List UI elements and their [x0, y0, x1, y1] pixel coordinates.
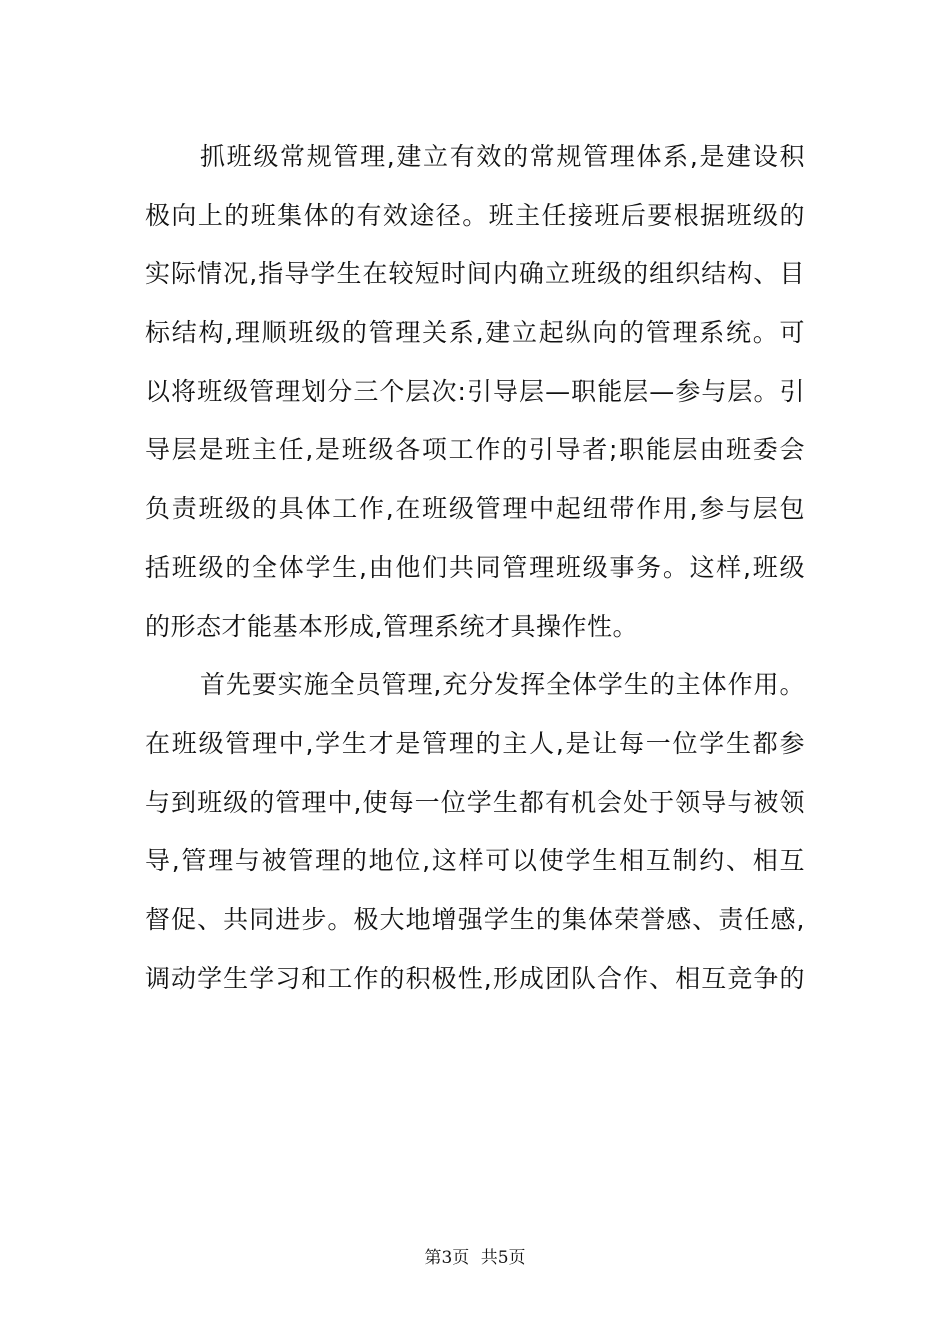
paragraph-1 [145, 128, 805, 656]
paragraph-line: 以将班级管理划分三个层次:引导层—职能层—参与层。引 [145, 376, 805, 406]
total-pages: 共5页 [480, 1248, 526, 1268]
current-page-number: 第3页 [424, 1248, 470, 1268]
paragraph-line: 督促、共同进步。极大地增强学生的集体荣誉感、责任感, [145, 904, 805, 934]
paragraph-line: 的形态才能基本形成,管理系统才具操作性。 [145, 611, 638, 641]
paragraph-2 [145, 656, 805, 1008]
paragraph-line: 抓班级常规管理,建立有效的常规管理体系,是建设积 [200, 142, 805, 171]
paragraph-line: 标结构,理顺班级的管理关系,建立起纵向的管理系统。可 [145, 318, 805, 348]
paragraph-line: 导层是班主任,是班级各项工作的引导者;职能层由班委会 [145, 435, 805, 465]
paragraph-line: 括班级的全体学生,由他们共同管理班级事务。这样,班级 [145, 552, 805, 582]
paragraph-line: 调动学生学习和工作的积极性,形成团队合作、相互竞争的 [145, 963, 805, 993]
paragraph-line: 与到班级的管理中,使每一位学生都有机会处于领导与被领 [145, 787, 805, 817]
paragraph-line: 负责班级的具体工作,在班级管理中起纽带作用,参与层包 [145, 494, 805, 524]
document-body [145, 128, 805, 1008]
paragraph-line: 实际情况,指导学生在较短时间内确立班级的组织结构、目 [145, 259, 805, 289]
paragraph-line: 在班级管理中,学生才是管理的主人,是让每一位学生都参 [145, 728, 805, 758]
paragraph-line: 极向上的班集体的有效途径。班主任接班后要根据班级的 [145, 200, 805, 230]
page-footer [0, 1243, 950, 1268]
paragraph-line: 首先要实施全员管理,充分发挥全体学生的主体作用。 [200, 670, 805, 700]
paragraph-line: 导,管理与被管理的地位,这样可以使学生相互制约、相互 [145, 846, 805, 876]
